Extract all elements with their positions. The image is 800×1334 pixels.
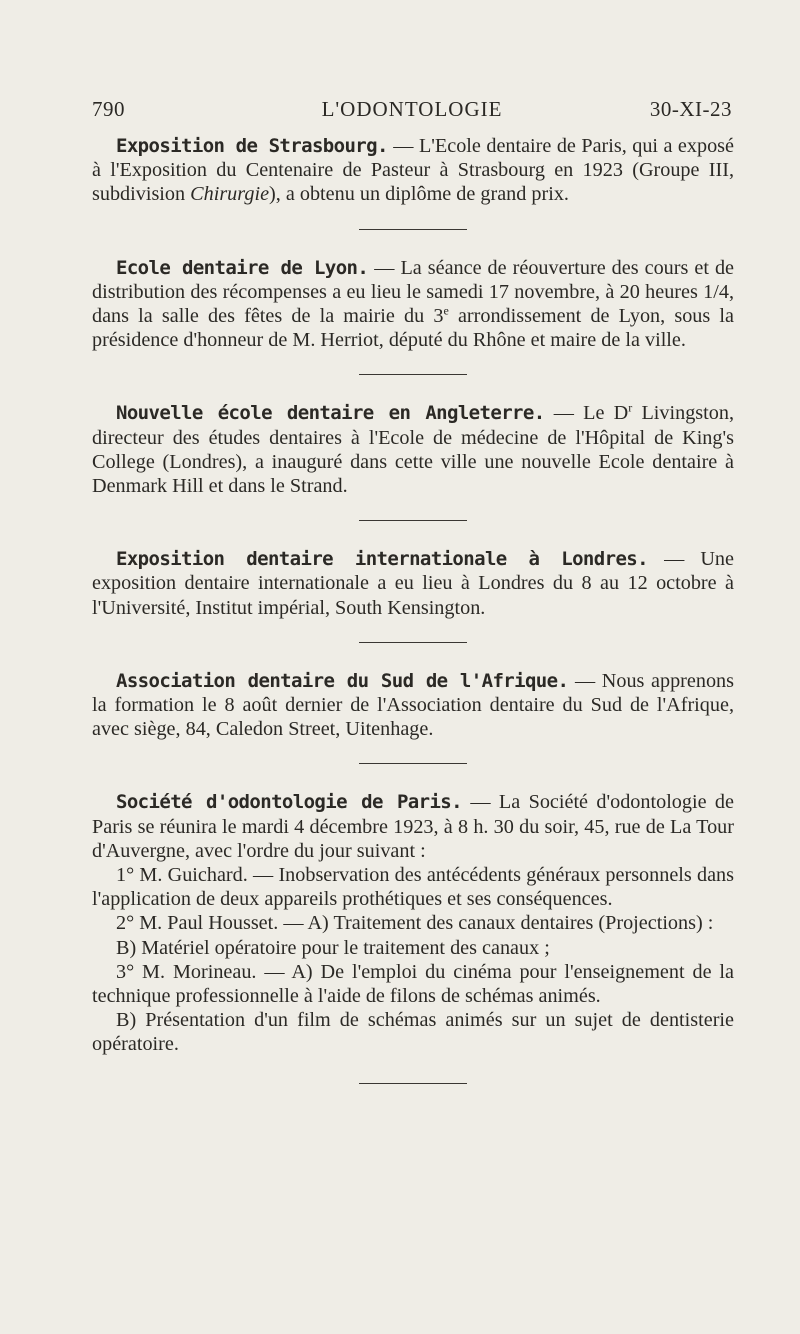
page-number: 790 [92, 97, 125, 121]
article-text-after: ), a obtenu un diplôme de grand prix. [269, 183, 569, 206]
article-text: — Nous apprenons la formation le 8 août dernier de l'Association dentaire du Sud de l'Afrique, avec siège, 84, Caledon Street, Uitenhage. [92, 669, 734, 741]
article-afrique [92, 669, 734, 742]
agenda-item: B) Présentation d'un film de schémas animés sur un sujet de dentisterie opératoire. [92, 1009, 734, 1056]
superscript: e [443, 303, 449, 318]
journal-title: L'ODONTOLOGIE [321, 97, 503, 121]
article-londres [92, 547, 734, 620]
separator-rule [359, 763, 467, 764]
article-heading: Association dentaire du Sud de l'Afrique. [116, 669, 569, 692]
article-angleterre [92, 401, 734, 498]
agenda-item: B) Matériel opératoire pour le traitement des canaux ; [116, 936, 550, 959]
separator-rule [359, 374, 467, 375]
superscript: r [628, 400, 633, 415]
article-heading: Ecole dentaire de Lyon. [116, 256, 369, 279]
separator-rule [359, 642, 467, 643]
article-column [92, 134, 734, 1110]
article-heading: Exposition dentaire internationale à Londres. [116, 548, 648, 571]
article-text: — Une exposition dentaire internationale a eu lieu à Londres du 8 au 12 octobre à l'Université, Institut impérial, South Kensington. [92, 548, 734, 619]
agenda-item: 2° M. Paul Housset. — A) Traitement des canaux dentaires (Projections) : [116, 912, 714, 935]
article-heading: Exposition de Strasbourg. [116, 135, 388, 157]
article-heading: Nouvelle école dentaire en Angleterre. [116, 402, 545, 425]
separator-rule [359, 229, 467, 230]
agenda-item: 3° M. Morineau. — A) De l'emploi du cinéma pour l'enseignement de la technique professionnelle à l'aide de filons de schémas animés. [92, 960, 734, 1008]
article-strasbourg [92, 134, 734, 207]
article-text: — Le D [544, 402, 629, 425]
article-text-after: arrondissement de Lyon, sous la présidence d'honneur de M. Herriot, député du Rhône et maire de la ville. [92, 305, 734, 352]
article-societe [92, 790, 734, 863]
article-lyon [92, 256, 734, 353]
running-header [92, 97, 732, 127]
article-italic: Chirurgie [190, 183, 270, 206]
article-text-after: Livingston, directeur des études dentaires à l'Ecole de médecine de l'Hôpital de King's College (Londres), a inauguré dans cette ville une nouvelle Ecole dentaire à Denmark Hill et dans le Strand. [92, 402, 734, 498]
issue-date: 30-XI-23 [649, 97, 732, 121]
separator-rule [359, 1083, 467, 1084]
article-text: — La séance de réouverture des cours et de distribution des récompenses a eu lieu le samedi 17 novembre, à 20 heures 1/4, dans la salle des fêtes de la mairie du 3 [92, 256, 734, 328]
article-heading: Société d'odontologie de Paris. [116, 791, 462, 814]
separator-rule [359, 520, 467, 521]
article-text: — La Société d'odontologie de Paris se réunira le mardi 4 décembre 1923, à 8 h. 30 du soir, 45, rue de La Tour d'Auvergne, avec l'ordre du jour suivant : [92, 791, 734, 862]
article-text: — L'Ecole dentaire de Paris, qui a exposé à l'Exposition du Centenaire de Pasteur à Strasbourg en 1923 (Groupe III, subdivision [92, 135, 734, 206]
agenda-item: 1° M. Guichard. — Inobservation des antécédents généraux personnels dans l'application de deux appareils prothétiques et ses conséquences. [92, 864, 734, 911]
